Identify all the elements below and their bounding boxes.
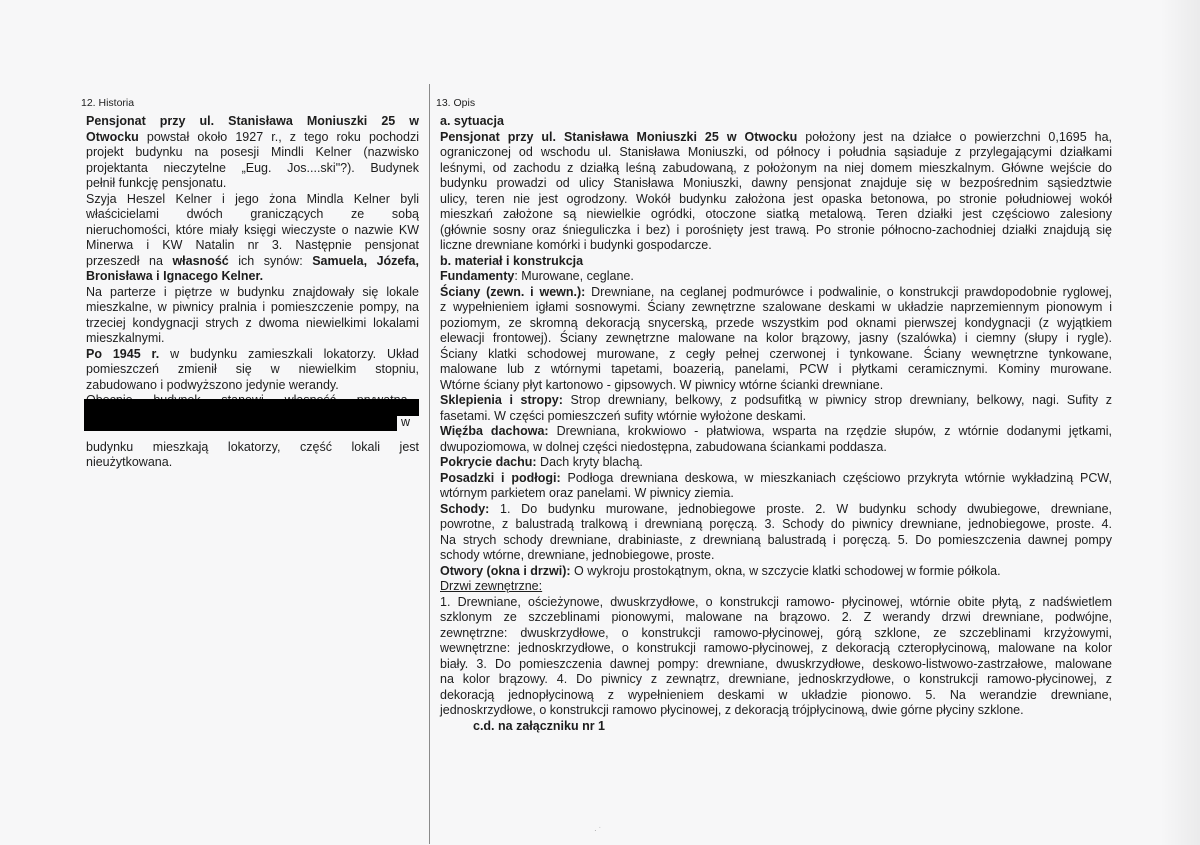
opis-line: jednoskrzydłowe, o konstrukcji ramowo płycinowej, z dekoracją trójpłycinową, dwie górne płyciny szklone. [440,703,1024,717]
opis-line: 1. Drewniane, ościeżynowe, dwuskrzydłowe, o konstrukcji ramowo- płycinowej, wtórnie obite płytą, z nadświetlem [440,594,1112,609]
opis-text [440,114,1112,734]
opis-line: Ściany klatki schodowej murowane, z cegły pełnej czerwonej i tynkowane. Ściany wewnętrzne tynkowane, [440,346,1112,361]
opis-line: ograniczonej od wschodu ul. Stanisława Moniuszki, od północy i południa sąsiaduje z przylegającymi działkami [440,145,1112,159]
opis-line: Posadzki i podłogi: Podłoga drewniana deskowa, w mieszkaniach częściowo przykryta wtórnie wykładziną PCW, [440,470,1112,485]
historia-line: Szyja Heszel Kelner i jego żona Mindla Kelner byli [86,191,419,206]
opis-line: dwupoziomowa, w dolnej części niedostępna, zabudowana ściankami poddasza. [440,439,887,454]
historia-line: Otwocku powstał około 1927 r., z tego roku pochodzi [86,129,419,144]
redacted-line-tail: w [401,415,411,429]
page-edge-shadow [1160,0,1200,845]
section-13-heading: 13. Opis [436,97,476,109]
opis-line: mieszkań założone są niewielkie ogródki, otoczone siatką metalową. Teren działki jest częściowo zalesiony [440,207,1112,221]
subsection-a-heading: a. sytuacja [440,114,504,128]
historia-line: zabudowano i podwyższono jedynie werandy. [86,377,339,392]
opis-line: Pokrycie dachu: Dach kryty blachą. [440,455,643,469]
opis-line: poziomym, ze skromną dekoracją snycerską, przede wszystkim pod oknami pierwszej kondygnacji (z wyjątkiem [440,315,1112,330]
opis-line: Pensjonat przy ul. Stanisława Moniuszki 25 w Otwocku położony jest na działce o powierzchni 0,1695 ha, [440,129,1112,144]
opis-line: liczne drewniane komórki i budynki gospodarcze. [440,238,712,252]
opis-line: Fundamenty: Murowane, ceglane. [440,269,634,283]
opis-line: Sklepienia i stropy: Strop drewniany, belkowy, z podsufitką w piwnicy strop drewniany, belkowy, nagi. Sufity z [440,393,1112,407]
opis-line: Wtórne ściany płyt kartonowo - gipsowych. W piwnicy wtórne ścianki drewniane. [440,377,884,392]
opis-line: Schody: 1. Do budynku murowane, jednobiegowe proste. 2. W budynku schody dwubiegowe, drewniane, [440,501,1112,516]
opis-line: biały. 3. Do pomieszczenia dawnej pompy: drewniane, dwuskrzydłowe, deskowo-listwowo-zastrzałowe, malowane [440,656,1112,671]
historia-line: nieużytkowana. [86,455,173,469]
historia-line: projektanta nieczytelne „Eug. Jos....ski"?). Budynek [86,160,419,175]
historia-line: Minerwa i KW Natalin nr 3. Następnie pensjonat [86,238,419,252]
opis-line: wewnętrzne: jednoskrzydłowe, o konstrukcji ramowo-płycinowej, z dekoracją czteropłycinową, malowane na kolor [440,641,1112,655]
opis-line: powrotne, z balustradą tralkową i drewnianą poręczą. 3. Schody do piwnicy drewniane, jednobiegowe, proste. 4. [440,517,1112,531]
historia-line: Bronisława i Ignacego Kelner. [86,269,264,283]
opis-line: elewacji frontowej). Ściany zewnętrzne malowane na kolor brązowy, jasny (szalówka) i ciemny (słupy i rygle). [440,331,1112,345]
redaction-bar [84,415,397,431]
opis-line: budynku prowadzi od ulicy Stanisława Moniuszki, dawny pensjonat znajduje się w bezpośrednim sąsiedztwie [440,176,1112,190]
opis-line: leśnymi, od zachodu z działką leśną zabudowaną, z położonym na niej domem mieszkalnym. Główne wejście do [440,160,1112,175]
redaction-bar [84,399,419,416]
historia-line: Po 1945 r. w budynku zamieszkali lokatorzy. Układ [86,346,419,361]
opis-line: Drzwi zewnętrzne: [440,579,543,593]
opis-line: Więźba dachowa: Drewniana, krokwiowo - płatwiowa, wsparta na rzędzie słupów, z wtórnie dodanymi jętkami, [440,424,1112,438]
historia-line: budynku mieszkają lokatorzy, część lokali jest [86,439,419,454]
opis-line: Ściany (zewn. i wewn.): Drewniane, na ceglanej podmurówce i podwalinie, o konstrukcji prawdopodobnie ryglowej, [440,284,1112,299]
opis-line: szklonym ze szczeblinami pionowymi, malowane na brązowo. 2. Z werandy drzwi drewniane, podwójne, [440,610,1112,624]
subsection-b-heading: b. materiał i konstrukcja [440,253,584,268]
opis-line: fasetami. W części pomieszczeń sufity wtórnie wyłożone deskami. [440,408,807,423]
opis-line: ulicy, teren nie jest ogrodzony. Wokół budynku założona jest opaska betonowa, po stronie południowej wokół [440,191,1112,206]
section-12-heading: 12. Historia [81,97,135,109]
opis-line: dekoracją jednopłycinową z wypełnieniem deskami w układzie pionowo. 5. Na werandzie drewniane, [440,687,1112,702]
historia-line: pomieszczeń zmienił się w niewielkim stopniu, [86,362,419,376]
historia-line: właścicielami dwóch graniczących ze sobą [86,207,419,221]
column-divider [429,84,430,844]
scan-speck: · ˙ [594,826,602,835]
historia-line: mieszkalnymi. [86,331,165,345]
opis-line: na kolor brązowy. 4. Do piwnicy z zewnątrz, drewniane, jednoskrzydłowe, o konstrukcji ramowo-płycinowej, z [440,672,1112,686]
historia-line: pełnił funkcję pensjonatu. [86,176,227,190]
historia-line: mieszkalne, w piwnicy pralnia i pomieszczenie pompy, na [86,300,419,314]
opis-line: z wypełnieniem igłami sosnowymi. Ściany zewnętrzne szalowane deskami w układzie naprzemiennym pionowym i [440,300,1112,314]
continuation-note: c.d. na załączniku nr 1 [473,718,605,733]
opis-line: Otwory (okna i drzwi): O wykroju prostokątnym, okna, w szczycie klatki schodowej w formie półkola. [440,563,1001,578]
historia-line: przeszedł na własność ich synów: Samuela, Józefa, [86,253,419,268]
historia-line: trzeciej kondygnacji strych z dwoma niewielkimi lokalami [86,315,419,330]
historia-line: Pensjonat przy ul. Stanisława Moniuszki 25 w [86,114,419,128]
opis-line: zewnętrzne: dwuskrzydłowe, o konstrukcji ramowo-płycinowej, górą szklone, ze szczeblinami krzyżowymi, [440,625,1112,640]
opis-line: Na strych schody drewniane, drabiniaste, z drewnianą balustradą i poręczą. 5. Do pomieszczenia dawnej pompy [440,532,1112,547]
historia-line: Na parterze i piętrze w budynku znajdowały się lokale [86,284,419,299]
opis-line: (głównie sosny oraz śnieguliczka i bez) i porośnięty jest trawą. Po stronie północno-zachodniej działki znajdują się [440,222,1112,237]
opis-line: schody wtórne, drewniane, jednobiegowe, proste. [440,548,715,562]
opis-line: wtórnym parkietem oraz panelami. W piwnicy ziemia. [440,486,734,500]
historia-line: projekt budynku na posesji Mindli Kelner (nazwisko [86,145,419,159]
opis-line: malowane lub z wtórnymi tapetami, boazerią, panelami, PCW i płytkami ceramicznymi. Kominy murowane. [440,362,1112,376]
historia-line: nieruchomości, które miały księgi wieczyste o nazwie KW [86,222,419,237]
